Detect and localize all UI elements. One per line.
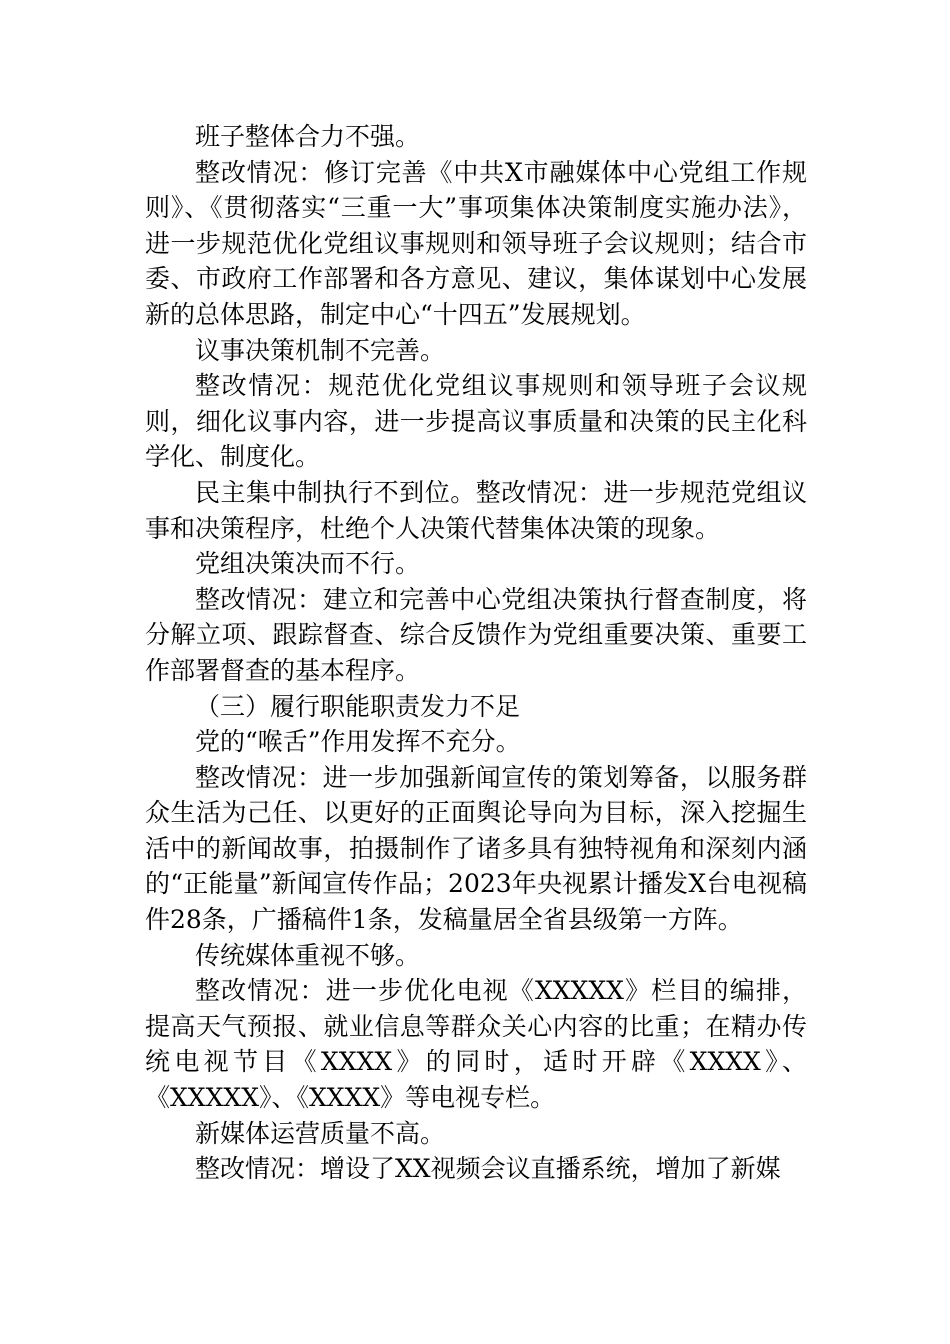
paragraph-rectification-deliberation-rules: 整改情况：规范优化党组议事规则和领导班子会议规则，细化议事内容，进一步提高议事质量和决策的民主化科学化、制度化。: [145, 371, 807, 472]
paragraph-issue-decision-mechanism: 议事决策机制不完善。: [195, 335, 446, 365]
paragraph-issue-traditional-media: 传统媒体重视不够。: [195, 940, 421, 970]
paragraph-issue-decision-execution: 党组决策决而不行。: [195, 549, 421, 579]
paragraph-rectification-supervision: 整改情况：建立和完善中心党组决策执行督查制度，将分解立项、跟踪督查、综合反馈作为党组重要决策、重要工作部署督查的基本程序。: [145, 584, 807, 685]
paragraph-rectification-news-publicity: 整改情况：进一步加强新闻宣传的策划筹备，以服务群众生活为己任、以更好的正面舆论导向为目标，深入挖掘生活中的新闻故事，拍摄制作了诸多具有独特视角和深刻内涵的“正能量”新闻宣传作品；2023年央视累计播发X台电视稿件28条，广播稿件1条，发稿量居全省县级第一方阵。: [145, 762, 807, 935]
paragraph-issue-mouthpiece-role: 党的“喉舌”作用发挥不充分。: [195, 727, 521, 757]
paragraph-rectification-work-rules: 整改情况：修订完善《中共X市融媒体中心党组工作规则》、《贯彻落实“三重一大”事项集体决策制度实施办法》，进一步规范优化党组议事规则和领导班子会议规则；结合市委、市政府工作部署和各方意见、建议，集体谋划中心发展新的总体思路，制定中心“十四五”发展规划。: [145, 157, 807, 329]
paragraph-democratic-centralism: 民主集中制执行不到位。整改情况：进一步规范党组议事和决策程序，杜绝个人决策代替集体决策的现象。: [145, 477, 807, 543]
document-page: [145, 119, 807, 1187]
paragraph-rectification-tv-programs: 整改情况：进一步优化电视《XXXXX》栏目的编排，提高天气预报、就业信息等群众关心内容的比重；在精办传统电视节目《XXXX》的同时，适时开辟《XXXX》、《XXXXX》、《XXXX》等电视专栏。: [145, 976, 807, 1113]
paragraph-issue-team-cohesion: 班子整体合力不强。: [195, 122, 421, 151]
paragraph-issue-new-media: 新媒体运营质量不高。: [195, 1118, 446, 1148]
paragraph-rectification-video-system: 整改情况：增设了XX视频会议直播系统，增加了新媒: [195, 1154, 781, 1184]
section-heading-duties: （三）履行职能职责发力不足: [195, 691, 521, 721]
